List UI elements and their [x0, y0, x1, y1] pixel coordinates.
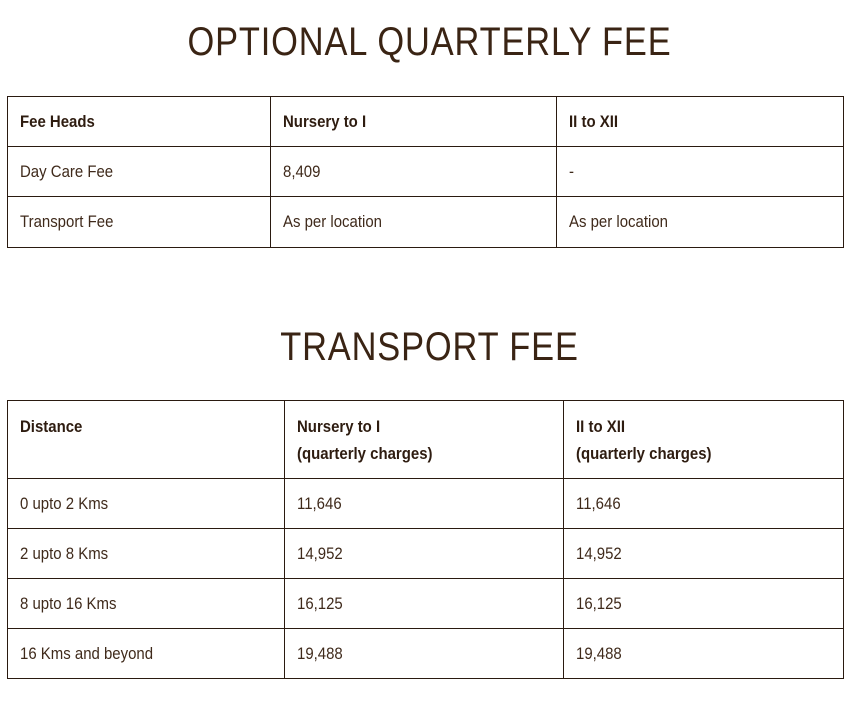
- table-cell: 16,125: [285, 579, 564, 629]
- table-cell: 14,952: [564, 529, 844, 579]
- header-cell-ii-to-xii: II to XII: [557, 97, 844, 147]
- table-cell: 2 upto 8 Kms: [8, 529, 285, 579]
- table-row: [8, 579, 844, 629]
- table-cell: 0 upto 2 Kms: [8, 479, 285, 529]
- table-cell: 16 Kms and beyond: [8, 629, 285, 679]
- table-cell: 11,646: [564, 479, 844, 529]
- table-cell: 8,409: [271, 147, 557, 197]
- optional-quarterly-fee-title: OPTIONAL QUARTERLY FEE: [187, 20, 672, 64]
- table-row: [8, 479, 844, 529]
- optional-fee-table: [7, 96, 844, 248]
- table-cell: 14,952: [285, 529, 564, 579]
- table-row: [8, 147, 844, 197]
- table-cell: 19,488: [564, 629, 844, 679]
- header-cell-nursery-to-i: Nursery to I (quarterly charges): [285, 401, 564, 479]
- table-cell: 19,488: [285, 629, 564, 679]
- table-header-row: [8, 401, 844, 479]
- table-row: [8, 197, 844, 248]
- table-cell: As per location: [557, 197, 844, 248]
- table-cell: Day Care Fee: [8, 147, 271, 197]
- table-cell: 11,646: [285, 479, 564, 529]
- header-cell-nursery-to-i: Nursery to I: [271, 97, 557, 147]
- table-cell: Transport Fee: [8, 197, 271, 248]
- table-row: [8, 629, 844, 679]
- table-row: [8, 529, 844, 579]
- table-header-row: [8, 97, 844, 147]
- header-cell-ii-to-xii: II to XII (quarterly charges): [564, 401, 844, 479]
- transport-fee-title: TRANSPORT FEE: [280, 325, 579, 369]
- table-cell: As per location: [271, 197, 557, 248]
- table-cell: 16,125: [564, 579, 844, 629]
- header-cell-distance: Distance: [8, 401, 285, 479]
- header-cell-fee-heads: Fee Heads: [8, 97, 271, 147]
- transport-fee-table: [7, 400, 844, 679]
- table-cell: 8 upto 16 Kms: [8, 579, 285, 629]
- table-cell: -: [557, 147, 844, 197]
